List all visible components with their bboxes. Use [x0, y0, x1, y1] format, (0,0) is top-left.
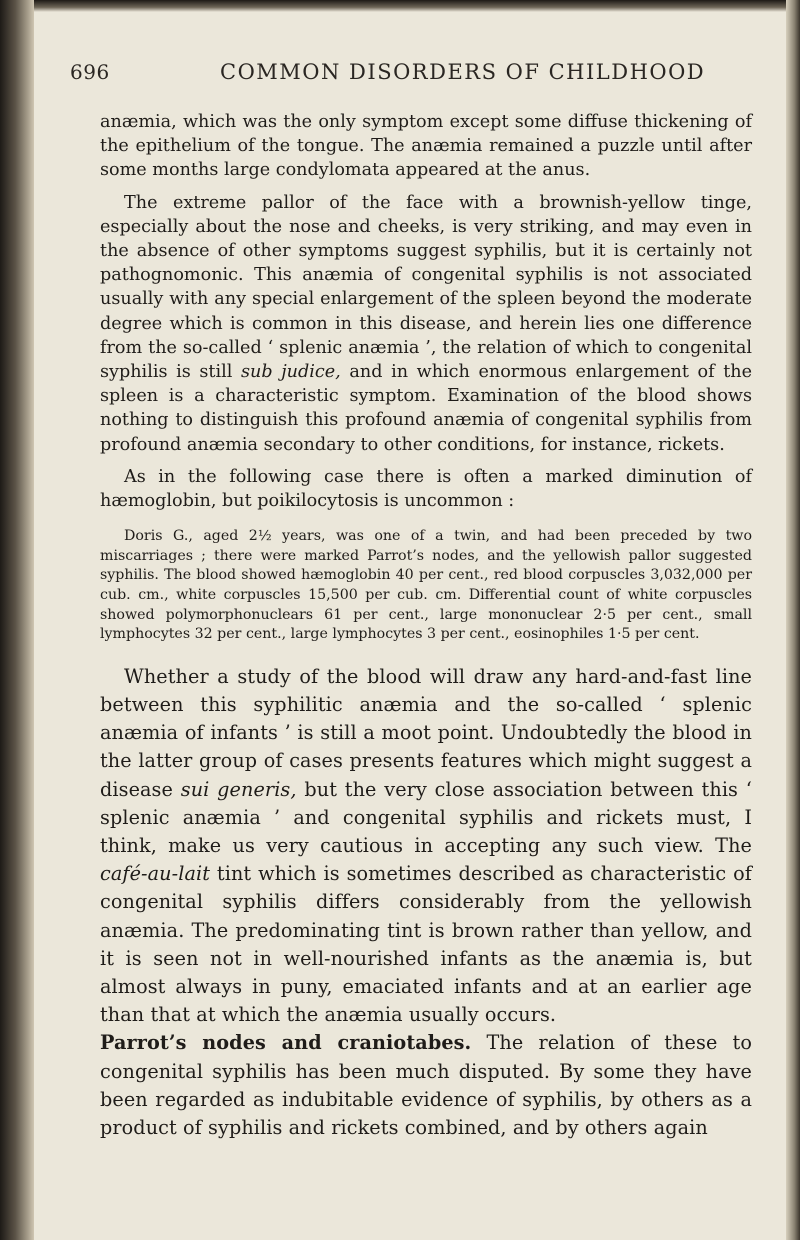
paragraph-study-italic1: sui generis, — [180, 777, 297, 801]
case-report: Doris G., aged 2½ years, was one of a twin, and had been preceded by two miscarriages ; there were marked Parrot’s nodes, and the yellowish pallor suggested syphilis. The blood showed hæmoglobin 40 per cent., red blood corpuscles 3,032,000 per cub. cm., white corpuscles 15,500 per cub. cm. Differential count of white corpuscles showed polymorphonuclears 61 per cent., large mononuclear 2·5 per cent., small lymphocytes 32 per cent., large lymphocytes 3 per cent., eosinophiles 1·5 per cent. — [100, 528, 752, 643]
paragraph-study-part1: Whether a study of the blood will draw any hard-and-fast line between this syphilitic anæmia and the so-called ‘ splenic anæmia of infants ’ is still a moot point. Undoubtedly the blood in the latter group of cases presents features which might suggest a disease — [100, 664, 752, 801]
page-number: 696 — [70, 60, 110, 84]
paragraph-pallor-part2: and in which enormous enlargement of the spleen is a characteristic symptom. Examination of the blood shows nothing to distinguish this profound anæmia of congenital syphilis from profound anæmia secondary to other conditions, for instance, rickets. — [100, 362, 753, 455]
paragraph-pallor-part1: The extreme pallor of the face with a brownish-yellow tinge, especially about the nose and cheeks, is very striking, and may even in the absence of other symptoms suggest syphilis, but it is certainly not pathognomonic. This anæmia of congenital syphilis is not associated usually with any special enlargement of the spleen beyond the moderate degree which is common in this disease, and herein lies one difference from the so-called ‘ splenic anæmia ’, the relation of which to congenital syphilis is still — [100, 192, 752, 383]
section-heading-parrots-nodes: Parrot’s nodes and craniotabes. — [100, 1031, 472, 1055]
book-spine-shadow — [0, 0, 34, 1240]
paragraph-study-italic2: café-au-lait — [100, 862, 211, 886]
paragraph-study-of-blood — [100, 663, 752, 1030]
paragraph-study-part2: but the very close association between this ‘ splenic anæmia ’ and congenital syphilis and rickets must, I think, make us very cautious in accepting any such view. The — [100, 777, 752, 858]
paragraph-pallor — [100, 191, 752, 457]
page-edge — [786, 0, 800, 1240]
page-header — [70, 60, 742, 90]
paragraph-haemoglobin: As in the following case there is often a marked diminution of hæmoglobin, but poikilocytosis is uncommon : — [100, 466, 752, 512]
paragraph-pallor-italic: sub judice, — [240, 362, 341, 383]
paragraph-parrots-text: The relation of these to congenital syphilis has been much disputed. By some they have been regarded as indubitable evidence of syphilis, by others as a product of syphilis and rickets combined, and by others again — [100, 1031, 753, 1140]
paragraph-parrots-nodes — [100, 1029, 752, 1142]
page-top-shadow — [34, 0, 786, 12]
paragraph-continuation: anæmia, which was the only symptom except some diffuse thickening of the epithelium of the tongue. The anæmia remained a puzzle until after some months large condylomata appeared at the anus. — [100, 112, 752, 181]
paragraph-study-part3: tint which is sometimes described as characteristic of congenital syphilis differs considerably from the yellowish anæmia. The predominating tint is brown rather than yellow, and it is seen not in well-nourished infants as the anæmia is, but almost always in puny, emaciated infants and at an earlier age than that at which the anæmia usually occurs. — [100, 862, 752, 1027]
book-page — [34, 0, 786, 1240]
page-content — [100, 110, 752, 1142]
running-title: COMMON DISORDERS OF CHILDHOOD — [220, 60, 706, 84]
